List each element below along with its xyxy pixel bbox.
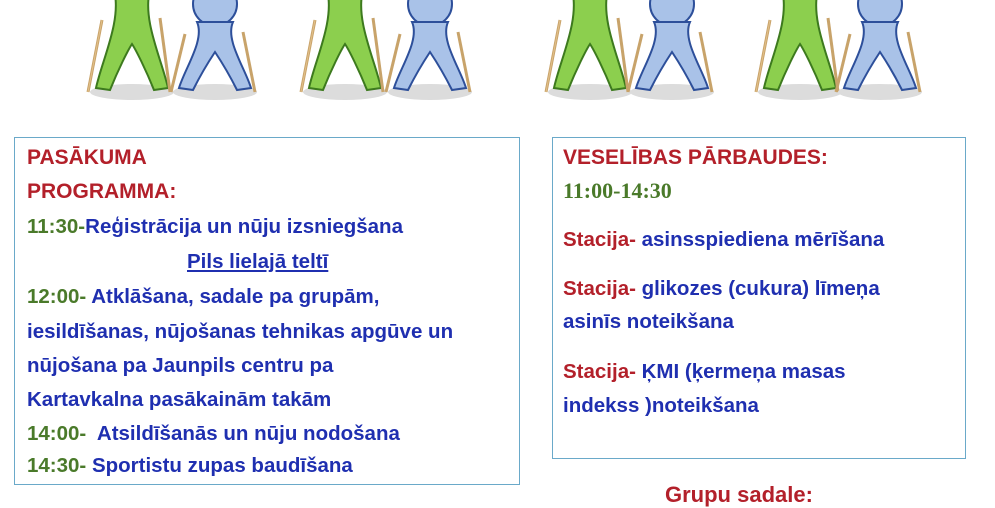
station3-text1: ĶMI (ķermeņa masas [635, 360, 846, 383]
item4-time: 14:30- [27, 454, 87, 477]
item3-time: 14:00- [27, 422, 87, 445]
program-item-soup [27, 454, 353, 478]
health-checks-panel [552, 137, 966, 459]
walker-blue-4 [836, 0, 922, 100]
item2-text4: Kartavkalna pasākainām takām [27, 388, 332, 411]
station2-text2: asinīs noteikšana [563, 310, 734, 333]
station2-text1: glikozes (cukura) līmeņa [635, 277, 880, 300]
item1-text: Reģistrācija un nūju izsniegšana [85, 215, 403, 238]
nordic-walkers-illustration [0, 0, 995, 110]
program-title-line2: PROGRAMMA: [27, 180, 177, 203]
station-bmi [563, 360, 846, 384]
station3-text2: indekss )noteikšana [563, 394, 759, 417]
walker-green-3 [546, 0, 632, 100]
station-blood-pressure [563, 228, 884, 252]
item3-text: Atsildīšanās un nūju nodošana [86, 422, 400, 445]
item2-text3: nūjošana pa Jaunpils centru pa [27, 354, 334, 377]
walker-green-1 [88, 0, 174, 100]
item1-time: 11:30- [27, 215, 86, 238]
station2-label: Stacija- [563, 277, 636, 300]
program-item-cooldown [27, 422, 400, 446]
program-item-registration [27, 215, 403, 239]
item4-text: Sportistu zupas baudīšana [86, 454, 353, 477]
groups-title: Grupu sadale: [665, 482, 813, 507]
walker-blue-2 [386, 0, 472, 100]
walker-green-4 [756, 0, 842, 100]
item2-text1: Atklāšana, sadale pa grupām, [86, 285, 380, 308]
program-title-line1: PASĀKUMA [27, 146, 147, 169]
health-time: 11:00-14:30 [563, 178, 672, 203]
station3-label: Stacija- [563, 360, 636, 383]
station-glucose [563, 277, 880, 301]
walker-green-2 [301, 0, 387, 100]
program-item-opening [27, 285, 379, 309]
station1-text: asinsspiediena mērīšana [635, 228, 885, 251]
item2-text2: iesildīšanas, nūjošanas tehnikas apgūve un [27, 320, 454, 343]
walker-blue-1 [171, 0, 257, 100]
station1-label: Stacija- [563, 228, 636, 251]
program-panel [14, 137, 520, 485]
item2-time: 12:00- [27, 285, 87, 308]
walker-blue-3 [628, 0, 714, 100]
health-title: VESELĪBAS PĀRBAUDES: [563, 146, 828, 169]
program-venue: Pils lielajā teltī [187, 250, 329, 273]
